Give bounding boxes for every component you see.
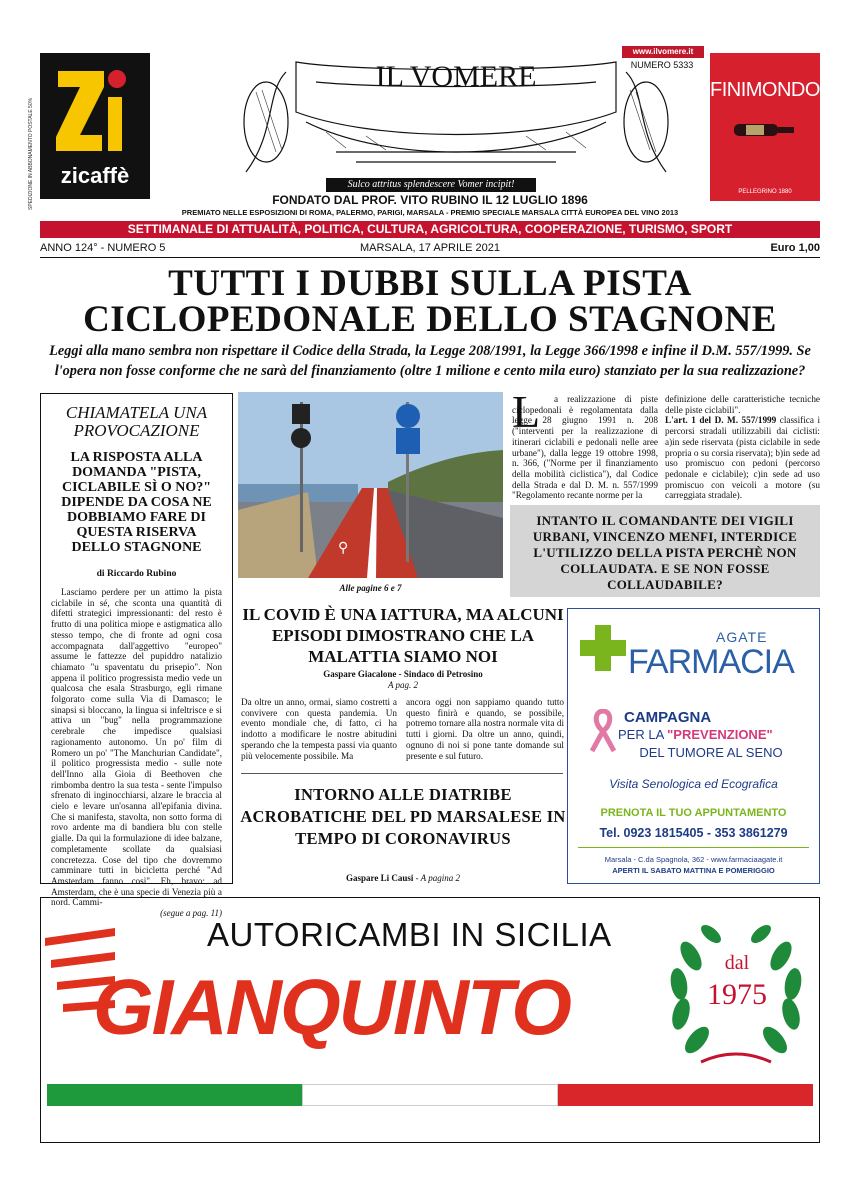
book-appointment: PRENOTA IL TUO APPUNTAMENTO (600, 807, 787, 819)
opinion-headline: LA RISPOSTA ALLA DOMANDA "PISTA, CICLABILE SÌ O NO?" DIPENDE DA COSA NE DOBBIAMO FARE DI QUESTA RISERVA DELLO STAGNONE (61, 450, 212, 555)
divider (578, 847, 809, 848)
opinion-byline: di Riccardo Rubino (96, 569, 177, 579)
campaign-subtitle (618, 727, 814, 742)
issue-number: NUMERO 5333 (630, 60, 694, 70)
vomere-masthead-illustration (236, 52, 676, 180)
pharmacy-cross-icon (580, 625, 626, 671)
italian-flag-bar (47, 1084, 813, 1106)
farmacia-name: FARMACIA (628, 643, 794, 681)
covid-page-ref[interactable]: A pag. 2 (387, 680, 419, 690)
campaign-topic: DEL TUMORE AL SENO (639, 745, 783, 760)
phone-numbers[interactable]: Tel. 0923 1815405 - 353 3861279 (599, 826, 788, 840)
vomere-title: IL VOMERE (375, 60, 537, 93)
covid-col2: ancora oggi non sappiamo quando tutto questo finirà e quando, se possibile, potremo tornare alla nostra normale vita di tutti i giorni. Da oltre un anno, quindi, ognuno di noi si pone tante domande sul presente e sul futuro. (406, 697, 564, 761)
divider (40, 257, 820, 258)
pd-headline[interactable]: INTORNO ALLE DIATRIBE ACROBATICHE DEL PD MARSALESE IN TEMPO DI CORONAVIRUS (240, 785, 566, 848)
opening-hours: APERTI IL SABATO MATTINA E POMERIGGIO (612, 866, 775, 875)
tagline-bar: SETTIMANALE DI ATTUALITÀ, POLITICA, CULTURA, AGRICOLTURA, COOPERAZIONE, TURISMO, SPORT (40, 221, 820, 238)
awards-line: PREMIATO NELLE ESPOSIZIONI DI ROMA, PALERMO, PARIGI, MARSALA - PREMIO SPECIALE MARSALA CITTÀ EUROPEA DEL VINO 2013 (181, 208, 679, 217)
gianquinto-ad[interactable] (40, 897, 820, 1143)
opinion-kicker: CHIAMATELA UNA PROVOCAZIONE (65, 403, 208, 440)
farmacia-agate-ad[interactable] (567, 608, 820, 884)
ad-brand: GIANQUINTO (93, 963, 570, 1051)
pd-byline (238, 873, 568, 883)
since-year: 1975 (707, 978, 767, 1011)
since-label: dal (724, 952, 750, 974)
visit-service: Visita Senologica ed Ecografica (609, 777, 778, 791)
covid-col1: Da oltre un anno, ormai, siamo costretti a convivere con questa pandemia. Un evento mondiale che, di fatto, ci ha indotto a modificare le nostre abitudini sperando che la tempesta passi via quanto più velocemente possibile. Ma (241, 697, 397, 761)
photo-caption: Alle pagine 6 e 7 (339, 583, 402, 593)
covid-headline[interactable]: IL COVID È UNA IATTURA, MA ALCUNI EPISODI DIMOSTRANO CHE LA MALATTIA SIAMO NOI (242, 605, 564, 666)
finimondo-ad[interactable] (710, 53, 825, 201)
lead-article-col2-bold: L'art. 1 del D. M. 557/1999 (665, 415, 777, 426)
zicaffe-ad[interactable] (40, 53, 150, 199)
flag-white (302, 1084, 557, 1106)
vigili-callout: INTANTO IL COMANDANTE DEI VIGILI URBANI, VINCENZO MENFI, INTERDICE L'UTILIZZO DELLA PISTA PERCHÈ NON COLLAUDATA. E SE NON FOSSE COLLAUDABILE? (510, 505, 820, 597)
ad-tagline: AUTORICAMBI IN SICILIA (207, 916, 612, 953)
lead-article-col1: a realizzazione di piste ciclopedonali è regolamentata dalla legge 28 giugno 1991 n. 208 ("interventi per la realizzazione di itinerari ciclabili e pedonali nelle aree urbane"), dalla legge 19 ottobre 1998, n. 366, ("Norme per il finanziamento della mobilità ciclistica"), dal Codice della Strada e dal D. M. n. 557/1999 "Regolamento recante norme per la (512, 394, 658, 501)
pd-page-ref[interactable]: - A pagina 2 (413, 873, 461, 883)
lead-article-col2-text: definizione delle caratteristiche tecniche delle piste ciclabili". (665, 394, 820, 415)
bike-path-photo[interactable] (238, 392, 503, 578)
lead-article-col2 (665, 394, 820, 501)
pellegrino-brand: PELLEGRINO 1880 (738, 189, 792, 195)
flag-red (558, 1084, 813, 1106)
campaign-title: CAMPAGNA (624, 709, 712, 726)
website-link[interactable]: www.ilvomere.it (622, 46, 704, 58)
finimondo-title: FINIMONDO! (710, 79, 825, 101)
bike-symbol-icon: ⚲ (338, 539, 349, 555)
farmacia-agate: AGATE (716, 629, 768, 645)
pharmacy-address[interactable]: Marsala - C.da Spagnola, 362 - www.farmaciaagate.it (604, 855, 783, 864)
wine-bottle-icon (730, 116, 800, 142)
latin-motto: Sulco attritus splendescere Vomer incipit! (326, 178, 536, 192)
founded-line: FONDATO DAL PROF. VITO RUBINO IL 12 LUGLIO 1896 (272, 193, 588, 207)
postal-notice: SPEDIZIONE IN ABBONAMENTO POSTALE 50% (28, 97, 34, 210)
main-headline[interactable]: TUTTI I DUBBI SULLA PISTA CICLOPEDONALE DELLO STAGNONE (83, 263, 777, 340)
covid-byline: Gaspare Giacalone - Sindaco di Petrosino (323, 669, 483, 679)
zicaffe-brand: zicaffè (60, 163, 130, 188)
main-subhead: Leggi alla mano sembra non rispettare il Codice della Strada, la Legge 208/1991, la Legge 366/1998 e infine il D.M. 557/1999. Se l'opera non fosse conforme che ne sarà del finanziamento (oltre 1 milione e cento mila euro) stanziato per la sua realizzazione? (49, 343, 811, 379)
flag-green (47, 1084, 302, 1106)
year-issue: ANNO 124° - NUMERO 5 (40, 242, 166, 254)
opinion-body: Lasciamo perdere per un attimo la pista ciclabile in sé, che sconta una quantità di difetti strategici impressionanti: del resto è frutto di una politica miope e astigmatica allo stesso tempo, che di fronte ad ogni cosa accompagnata dall'aggettivo "europeo" assume le fattezze del pupiddro natalizio chiamato "u spaventatu du prisepio". Non appena il politico progressista medio vede un qualcosa che esala Strasburgo, egli rimane folgorato come sulla Via di Damasco; le sinapsi si bloccano, la lingua si infeltrisce e si attiva un "bug" nella programmazione cerebrale che impedisce qualsiasi ragionamento autonomo. Un po' film di Romero un po' "The Manchurian Candidate", il politico progressista medio - sulle note dell'Inno alla Gioia di Beethoven che rimbomba dentro la sua testa - sente l'impulso sfrenato di inginocchiarsi, alzare le braccia al cielo e levare un'osanna all'epifania divina. Che si manifesta, stavolta, non sotto forma di rovo ardente ma di bandiera blu con stelle gialle. Da qui la formulazione di idee balzane, completamente scollate da qualsiasi concretezza. Cose del tipo che dovremmo camminare tutti in bicicletta perché "Ad Amsterdam fanno così". Eh, bravo: ad Amsterdam, che è una specie di Venezia più a nord. Cammi- (51, 587, 222, 908)
lead-article-col2-rest: classifica i percorsi stradali utilizzabili dai ciclisti: a)in sede riservata (pista ciclabile in sede propria o su corsia riservata); b)in sede ad uso promiscuo con pedoni (percorso pedonale e ciclabile); c)in sede ad uso promiscuo con veicoli a motore (su carreggiata stradale). (665, 415, 820, 501)
zicaffe-logo-icon (56, 63, 128, 159)
pd-author: Gaspare Li Causi (345, 873, 414, 883)
prevenzione: "PREVENZIONE" (667, 727, 773, 742)
opinion-box[interactable] (40, 393, 233, 919)
drop-cap: L (512, 386, 541, 437)
divider (241, 773, 563, 774)
issue-date: MARSALA, 17 APRILE 2021 (359, 242, 501, 254)
per-la: PER LA (618, 727, 668, 742)
opinion-continued[interactable]: (segue a pag. 11) (160, 908, 222, 919)
price: Euro 1,00 (770, 242, 820, 254)
